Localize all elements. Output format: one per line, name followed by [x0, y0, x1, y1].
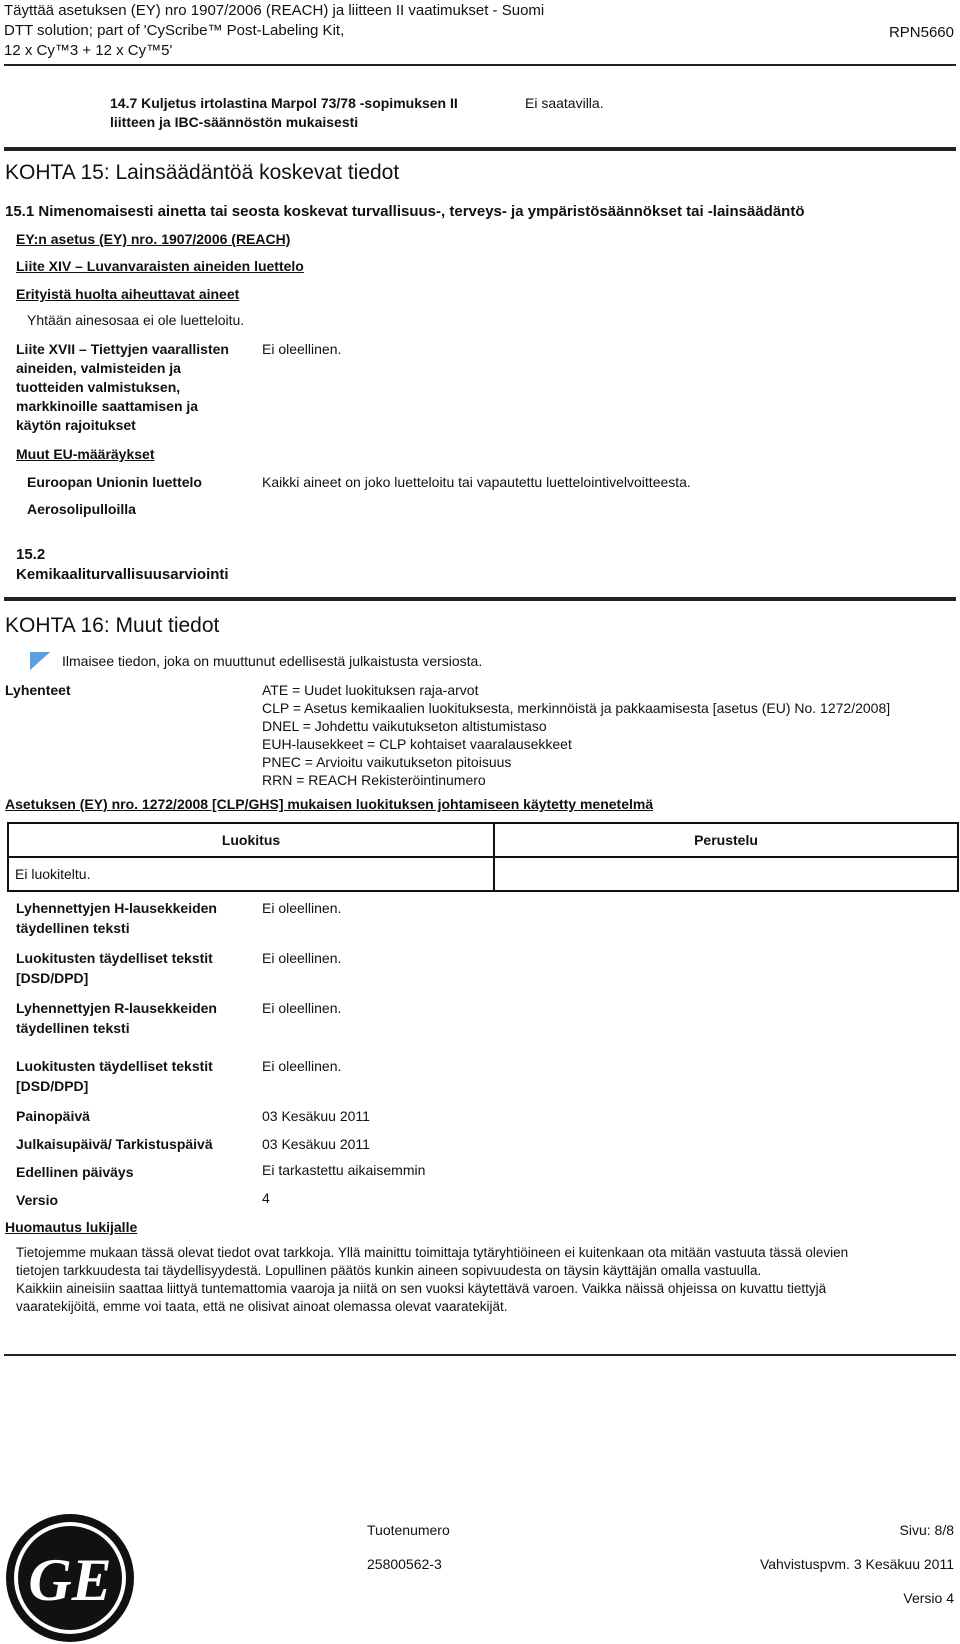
h-phrases-value: Ei oleellinen.	[262, 900, 342, 916]
other-eu-heading: Muut EU-määräykset	[16, 446, 155, 462]
column-header-classification: Luokitus	[8, 823, 494, 857]
change-marker-icon	[30, 652, 50, 670]
print-date-label: Painopäivä	[16, 1108, 90, 1124]
section16-heading: KOHTA 16: Muut tiedot	[5, 614, 220, 637]
footer-confirm-date: Vahvistuspvm. 3 Kesäkuu 2011	[759, 1556, 954, 1572]
table-cell-justification	[494, 857, 958, 891]
footer-version: Versio 4	[903, 1590, 954, 1606]
dsd-texts-label-line2: [DSD/DPD]	[16, 1078, 89, 1094]
r-phrases-value: Ei oleellinen.	[262, 1000, 342, 1016]
dsd-texts-value: Ei oleellinen.	[262, 1058, 342, 1074]
footer-page: Sivu: 8/8	[899, 1522, 954, 1538]
abbreviations-label: Lyhenteet	[5, 682, 71, 698]
product-name-line1: DTT solution; part of 'CyScribe™ Post-Labeling Kit,	[4, 22, 345, 39]
document-title: Täyttää asetuksen (EY) nro 1907/2006 (REACH) ja liitteen II vaatimukset - Suomi	[4, 2, 545, 19]
eu-list-value: Kaikki aineet on joko luetteloitu tai vapautettu luettelointivelvoitteesta.	[262, 474, 691, 490]
dsd-texts-label-line1: Luokitusten täydelliset tekstit	[16, 1058, 213, 1074]
logo-text: GE	[28, 1547, 112, 1613]
method-heading: Asetuksen (EY) nro. 1272/2008 [CLP/GHS] mukaisen luokituksen johtamiseen käytetty menetelmä	[5, 796, 654, 812]
previous-date-label: Edellinen päiväys	[16, 1164, 134, 1180]
table-cell-classification: Ei luokiteltu.	[8, 857, 494, 891]
footer-product-number: 25800562-3	[367, 1556, 442, 1572]
annex-xvii-value: Ei oleellinen.	[262, 341, 342, 357]
version-label: Versio	[16, 1192, 59, 1208]
table-row	[8, 857, 958, 891]
s14-7-value: Ei saatavilla.	[525, 95, 604, 111]
h-phrases-label-line1: Lyhennettyjen H-lausekkeiden	[16, 900, 217, 916]
section15-2-number: 15.2	[16, 546, 46, 563]
annex-xvii-line1: Liite XVII – Tiettyjen vaarallisten	[16, 341, 229, 357]
section15-rule	[4, 147, 956, 151]
s14-7-label-line2: liitteen ja IBC-säännöstön mukaisesti	[110, 114, 359, 130]
annex-xvii-line4: markkinoille saattamisen ja	[16, 398, 199, 414]
annex-xvii-line2: aineiden, valmisteiden ja	[16, 360, 181, 376]
header-rule	[4, 64, 956, 66]
reach-heading: EY:n asetus (EY) nro. 1907/2006 (REACH)	[16, 231, 291, 247]
aerosol-label: Aerosolipulloilla	[27, 501, 136, 517]
abbreviation-item: RRN = REACH Rekisteröintinumero	[262, 772, 486, 788]
ge-logo-icon	[0, 1500, 140, 1644]
dsd-texts-label-line2: [DSD/DPD]	[16, 970, 89, 986]
abbreviation-item: CLP = Asetus kemikaalien luokituksesta, merkinnöistä ja pakkaamisesta [asetus (EU) No. 1272/2008]	[262, 700, 891, 716]
eu-list-label: Euroopan Unionin luettelo	[27, 474, 202, 490]
section15-1-heading: 15.1 Nimenomaisesti ainetta tai seosta koskevat turvallisuus-, terveys- ja ympäristösäännökset tai -lainsäädäntö	[5, 203, 805, 220]
annex-xvii-line5: käytön rajoitukset	[16, 417, 136, 433]
section15-2-title: Kemikaaliturvallisuusarviointi	[16, 566, 229, 583]
revision-date-label: Julkaisupäivä/ Tarkistuspäivä	[16, 1136, 213, 1152]
previous-date-value: Ei tarkastettu aikaisemmin	[262, 1162, 426, 1178]
svhc-value: Yhtään ainesosaa ei ole luetteloitu.	[27, 312, 245, 328]
notice-line4: vaaratekijöitä, emme voi taata, että ne olisivat ainoat olemassa olevat vaaratekijät.	[16, 1299, 508, 1314]
abbreviation-item: EUH-lausekkeet = CLP kohtaiset vaaralausekkeet	[262, 736, 572, 752]
classification-table	[7, 822, 959, 892]
table-header-row	[8, 823, 958, 857]
svhc-heading: Erityistä huolta aiheuttavat aineet	[16, 286, 240, 302]
notice-line3: Kaikkiin aineisiin saattaa liittyä tuntemattomia vaaroja ja niitä on sen vuoksi käytettävä varoen. Vaikka näissä ohjeissa on kuvattu tiettyjä	[16, 1281, 827, 1296]
section15-heading: KOHTA 15: Lainsäädäntöä koskevat tiedot	[5, 161, 400, 184]
product-name-line2: 12 x Cy™3 + 12 x Cy™5'	[4, 42, 173, 59]
dsd-texts-label-line1: Luokitusten täydelliset tekstit	[16, 950, 213, 966]
dsd-texts-value: Ei oleellinen.	[262, 950, 342, 966]
notice-line1: Tietojemme mukaan tässä olevat tiedot ovat tarkkoja. Yllä mainittu toimittaja tytäryhtiöineen ei kuitenkaan ota mitään vastuuta tässä olevien	[16, 1245, 849, 1260]
abbreviation-item: PNEC = Arvioitu vaikutukseton pitoisuus	[262, 754, 512, 770]
notice-heading: Huomautus lukijalle	[5, 1219, 138, 1235]
column-header-justification: Perustelu	[494, 823, 958, 857]
footer-product-number-label: Tuotenumero	[367, 1522, 450, 1538]
notice-line2: tietojen tarkkuudesta tai täydellisyydestä. Lopullinen päätös kunkin aineen sopivuudesta on täysin käyttäjän omalla vastuulla.	[16, 1263, 762, 1278]
product-code: RPN5660	[888, 24, 954, 41]
s14-7-label-line1: 14.7 Kuljetus irtolastina Marpol 73/78 -sopimuksen II	[110, 95, 458, 111]
r-phrases-label-line1: Lyhennettyjen R-lausekkeiden	[16, 1000, 217, 1016]
revision-date-value: 03 Kesäkuu 2011	[262, 1136, 370, 1152]
r-phrases-label-line2: täydellinen teksti	[16, 1020, 130, 1036]
annex-xiv-heading: Liite XIV – Luvanvaraisten aineiden luettelo	[16, 258, 304, 274]
h-phrases-label-line2: täydellinen teksti	[16, 920, 130, 936]
annex-xvii-line3: tuotteiden valmistuksen,	[16, 379, 181, 395]
change-marker-note: Ilmaisee tiedon, joka on muuttunut edellisestä julkaistusta versiosta.	[62, 653, 483, 669]
section16-rule	[4, 597, 956, 601]
abbreviation-item: DNEL = Johdettu vaikutukseton altistumistaso	[262, 718, 547, 734]
end-rule	[4, 1354, 956, 1356]
abbreviation-item: ATE = Uudet luokituksen raja-arvot	[262, 682, 479, 698]
print-date-value: 03 Kesäkuu 2011	[262, 1108, 370, 1124]
version-value: 4	[262, 1190, 270, 1206]
